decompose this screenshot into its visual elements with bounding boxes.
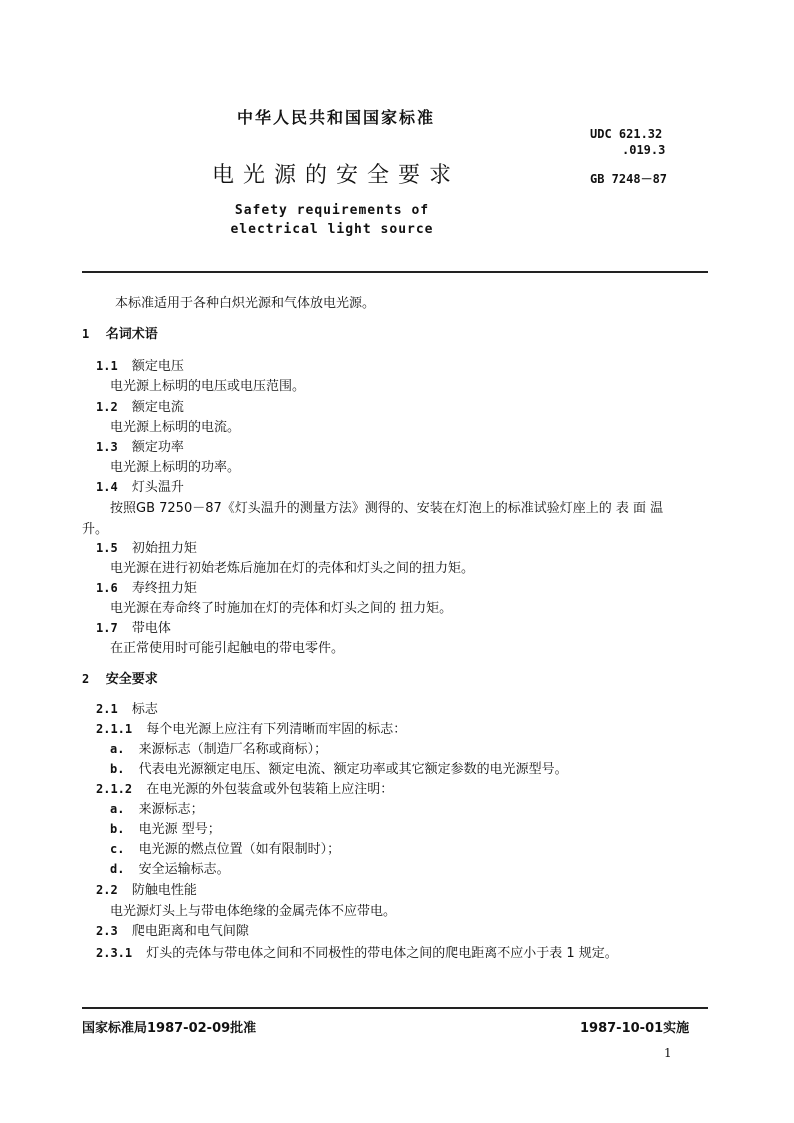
section-heading [82, 668, 158, 687]
clause-title: 额定电压 [131, 359, 184, 374]
section-number: 2 [82, 672, 90, 686]
clause-title: 爬电距离和电气间隙 [131, 924, 249, 939]
clause-number: 1.6 [96, 581, 118, 595]
clause-title: 额定电流 [131, 400, 184, 415]
list-item [110, 798, 204, 817]
clause-title: 初始扭力矩 [131, 541, 197, 556]
clause-number: 1.1 [96, 359, 118, 373]
clause-heading [96, 396, 184, 415]
clause-heading [96, 617, 171, 636]
subclause [96, 778, 393, 797]
list-text: 电光源的燃点位置（如有限制时）； [138, 842, 341, 857]
clause-number: 2.1 [96, 702, 118, 716]
section-number: 1 [82, 327, 90, 341]
clause-body: 电光源在寿命终了时施加在灯的壳体和灯头之间的 扭力矩。 [110, 601, 453, 616]
list-item [110, 738, 327, 757]
clause-heading [96, 698, 158, 717]
standard-name: 中华人民共和国国家标准 [236, 108, 435, 127]
clause-body-continuation: 升。 [82, 522, 109, 537]
clause-heading [96, 577, 197, 596]
clause-title: 带电体 [131, 621, 171, 636]
english-title-line1: Safety requirements of [234, 203, 430, 218]
clause-body: 在正常使用时可能引起触电的带电零件。 [110, 641, 345, 656]
english-title-line2: electrical light source [230, 222, 434, 237]
subclause [96, 942, 618, 961]
list-item [110, 838, 340, 857]
header-divider [82, 271, 708, 273]
clause-number: 2.1.1 [96, 722, 133, 736]
list-text: 电光源 型号； [138, 822, 221, 837]
clause-heading [96, 355, 184, 374]
clause-title: 防触电性能 [131, 883, 197, 898]
udc-code-continuation: .019.3 [622, 143, 666, 157]
clause-number: 1.4 [96, 480, 118, 494]
list-label: b. [110, 762, 125, 776]
list-label: d. [110, 862, 125, 876]
clause-body: 按照GB 7250－87《灯头温升的测量方法》测得的、安装在灯泡上的标准试验灯座上的 表 面 温 [110, 501, 664, 516]
section-heading [82, 323, 158, 342]
list-text: 来源标志（制造厂名称或商标）； [138, 742, 328, 757]
clause-number: 1.2 [96, 400, 118, 414]
clause-body: 电光源灯头上与带电体绝缘的金属壳体不应带电。 [110, 904, 397, 919]
subclause-text: 每个电光源上应注有下列清晰而牢固的标志： [146, 722, 407, 737]
clause-title: 标志 [131, 702, 158, 717]
clause-number: 2.2 [96, 883, 118, 897]
clause-number: 2.3 [96, 924, 118, 938]
clause-heading [96, 920, 249, 939]
section-title: 安全要求 [105, 672, 158, 687]
list-label: a. [110, 802, 125, 816]
udc-code: UDC 621.32 [590, 127, 663, 141]
clause-heading [96, 537, 197, 556]
subclause [96, 718, 406, 737]
list-text: 来源标志； [138, 802, 204, 817]
section-title: 名词术语 [105, 327, 158, 342]
clause-body: 电光源上标明的功率。 [110, 460, 241, 475]
subclause-text: 灯头的壳体与带电体之间和不同极性的带电体之间的爬电距离不应小于表 1 规定。 [146, 946, 618, 961]
scope-text: 本标准适用于各种白炽光源和气体放电光源。 [115, 296, 376, 311]
clause-body: 电光源上标明的电流。 [110, 420, 241, 435]
list-label: c. [110, 842, 125, 856]
clause-heading [96, 436, 184, 455]
clause-body: 电光源上标明的电压或电压范围。 [110, 379, 306, 394]
list-item [110, 858, 230, 877]
list-label: a. [110, 742, 125, 756]
clause-body: 电光源在进行初始老炼后施加在灯的壳体和灯头之间的扭力矩。 [110, 561, 475, 576]
subclause-text: 在电光源的外包装盒或外包装箱上应注明： [146, 782, 394, 797]
list-text: 安全运输标志。 [138, 862, 230, 877]
clause-number: 1.3 [96, 440, 118, 454]
clause-title: 寿终扭力矩 [131, 581, 197, 596]
clause-title: 额定功率 [131, 440, 184, 455]
list-item [110, 758, 568, 777]
clause-number: 2.3.1 [96, 946, 133, 960]
clause-number: 2.1.2 [96, 782, 133, 796]
footer-divider [82, 1007, 708, 1009]
page-number: 1 [664, 1046, 672, 1060]
gb-code: GB 7248－87 [590, 172, 668, 186]
list-item [110, 818, 221, 837]
clause-heading [96, 879, 197, 898]
clause-title: 灯头温升 [131, 480, 184, 495]
clause-heading [96, 476, 184, 495]
clause-number: 1.7 [96, 621, 118, 635]
approval-date: 国家标准局1987-02-09批准 [82, 1021, 257, 1036]
document-title: 电光源的安全要求 [211, 163, 460, 188]
clause-number: 1.5 [96, 541, 118, 555]
implementation-date: 1987-10-01实施 [580, 1021, 690, 1036]
list-label: b. [110, 822, 125, 836]
list-text: 代表电光源额定电压、额定电流、额定功率或其它额定参数的电光源型号。 [138, 762, 568, 777]
